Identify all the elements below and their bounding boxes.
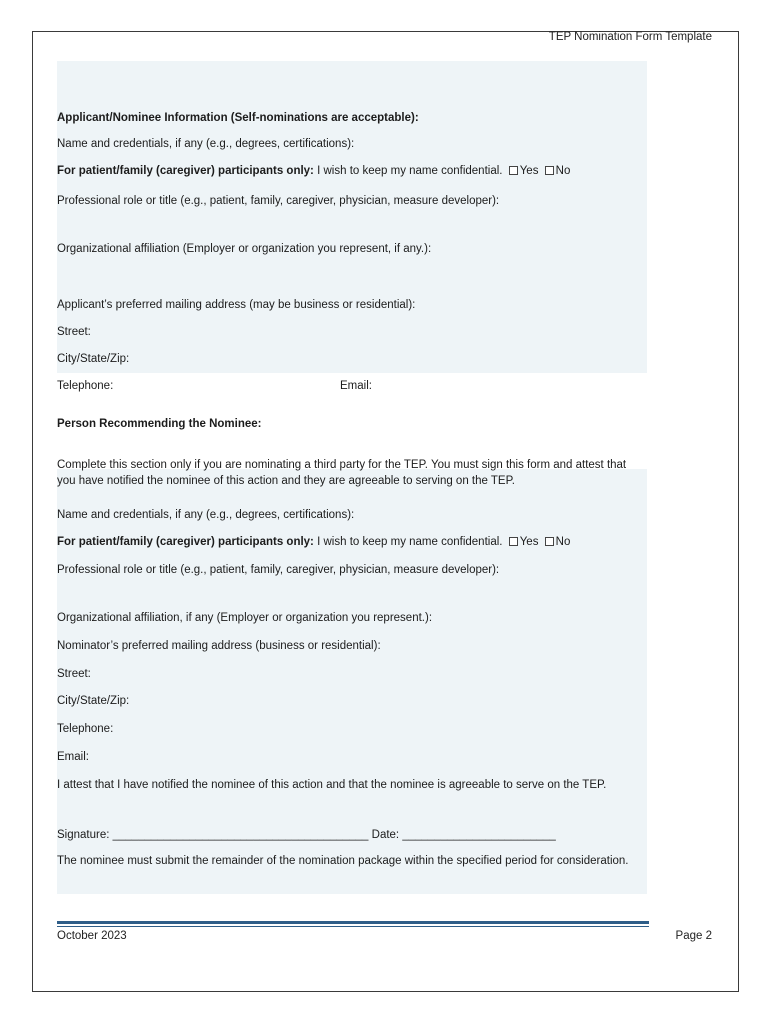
applicant-name-field[interactable]: Name and credentials, if any (e.g., degrees, certifications):: [57, 138, 355, 150]
applicant-yes-checkbox[interactable]: [509, 166, 518, 175]
recommender-confidential-row: [57, 534, 570, 550]
applicant-telephone-field[interactable]: Telephone:: [57, 380, 114, 392]
page-header-title: TEP Nomination Form Template: [548, 31, 712, 43]
applicant-heading: Applicant/Nominee Information (Self-nominations are acceptable):: [57, 112, 419, 124]
recommender-affiliation-field[interactable]: Organizational affiliation, if any (Employer or organization you represent.):: [57, 612, 433, 624]
applicant-affiliation-field[interactable]: Organizational affiliation (Employer or organization you represent, if any.):: [57, 243, 432, 255]
applicant-confidential-label: For patient/family (caregiver) participants only:: [57, 165, 314, 177]
applicant-confidential-row: [57, 163, 570, 179]
footer-date: October 2023: [57, 930, 127, 942]
footer-rule-thin: [57, 926, 649, 927]
applicant-no-checkbox[interactable]: [545, 166, 554, 175]
closing-note: The nominee must submit the remainder of the nomination package within the specified period for consideration.: [57, 855, 629, 867]
recommender-confidential-label: For patient/family (caregiver) participants only:: [57, 536, 314, 548]
applicant-no-label: No: [555, 165, 571, 177]
recommender-yes-label: Yes: [519, 536, 539, 548]
recommender-no-label: No: [555, 536, 571, 548]
recommender-no-checkbox[interactable]: [545, 537, 554, 546]
footer-page-number: Page 2: [675, 930, 712, 942]
applicant-yes-label: Yes: [519, 165, 539, 177]
applicant-email-field[interactable]: Email:: [340, 380, 372, 392]
applicant-mailing-label: Applicant’s preferred mailing address (may be business or residential):: [57, 299, 416, 311]
applicant-city-field[interactable]: City/State/Zip:: [57, 353, 130, 365]
recommender-mailing-label: Nominator’s preferred mailing address (business or residential):: [57, 640, 381, 652]
recommender-telephone-field[interactable]: Telephone:: [57, 723, 114, 735]
recommender-city-field[interactable]: City/State/Zip:: [57, 695, 130, 707]
recommender-confidential-text: I wish to keep my name confidential.: [313, 536, 503, 548]
recommender-street-field[interactable]: Street:: [57, 668, 91, 680]
footer-rule-thick: [57, 921, 649, 924]
signature-date-line[interactable]: Signature: ________________________________________ Date: ________________________: [57, 829, 556, 841]
recommender-instructions: Complete this section only if you are nominating a third party for the TEP. You must sign this form and attest that you have notified the nominee of this action and they are agreeable to serving on the TEP.: [57, 459, 627, 487]
recommender-role-field[interactable]: Professional role or title (e.g., patient, family, caregiver, physician, measure developer):: [57, 564, 500, 576]
recommender-email-field[interactable]: Email:: [57, 751, 89, 763]
applicant-street-field[interactable]: Street:: [57, 326, 91, 338]
recommender-yes-checkbox[interactable]: [509, 537, 518, 546]
applicant-section-background: [57, 61, 647, 373]
recommender-name-field[interactable]: Name and credentials, if any (e.g., degrees, certifications):: [57, 509, 355, 521]
applicant-role-field[interactable]: Professional role or title (e.g., patient, family, caregiver, physician, measure developer):: [57, 195, 500, 207]
recommender-heading: Person Recommending the Nominee:: [57, 418, 262, 430]
recommender-attest-text: I attest that I have notified the nominee of this action and that the nominee is agreeable to serve on the TEP.: [57, 779, 607, 791]
applicant-confidential-text: I wish to keep my name confidential.: [313, 165, 503, 177]
